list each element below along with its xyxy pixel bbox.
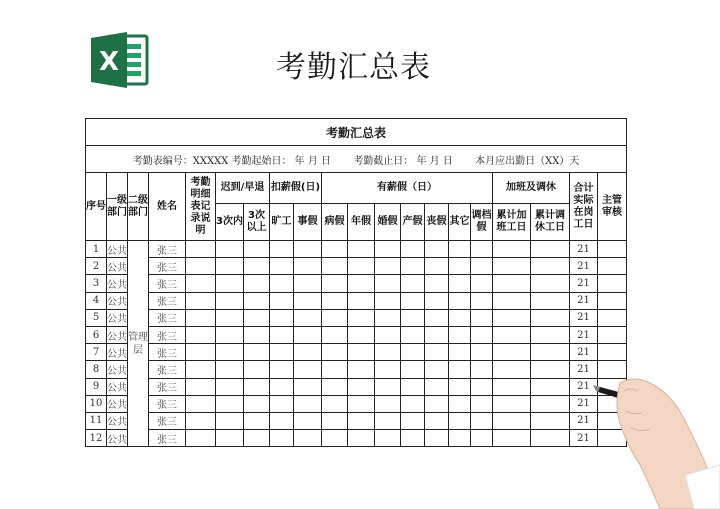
cell-empty[interactable] [425,412,449,429]
cell-seq[interactable]: 9 [86,378,107,395]
cell-empty[interactable] [270,361,294,378]
cell-empty[interactable] [449,344,471,361]
cell-empty[interactable] [322,378,348,395]
cell-seq[interactable]: 1 [86,241,107,258]
cell-empty[interactable] [294,326,322,343]
hand-pen-icon [590,365,720,509]
header-ot-total: 累计加班工日 [493,204,531,241]
cell-empty[interactable] [244,361,270,378]
cell-empty[interactable] [322,326,348,343]
cell-empty[interactable] [493,430,531,447]
cell-empty[interactable] [270,430,294,447]
cell-empty[interactable] [493,309,531,326]
cell-empty[interactable] [401,412,425,429]
cell-empty[interactable] [322,292,348,309]
cell-empty[interactable] [531,344,570,361]
cell-approve[interactable] [598,309,627,326]
page-title: 考勤汇总表 [276,50,431,85]
cell-empty[interactable] [471,378,493,395]
cell-empty[interactable] [401,395,425,412]
cell-name[interactable]: 张三 [149,361,186,378]
header-detail: 考勤明细表记录说明 [186,173,216,241]
cell-empty[interactable] [425,326,449,343]
cell-empty[interactable] [449,258,471,275]
table-row [86,430,627,447]
cell-actual-days[interactable]: 21 [570,241,598,258]
cell-dept1[interactable]: 公共 [107,412,128,429]
cell-empty[interactable] [244,292,270,309]
cell-empty[interactable] [471,275,493,292]
cell-empty[interactable] [294,378,322,395]
cell-empty[interactable] [270,275,294,292]
cell-dept2-merged[interactable]: 管理层 [128,241,149,447]
cell-empty[interactable] [294,361,322,378]
table-row [86,326,627,343]
cell-empty[interactable] [493,258,531,275]
header-ot-group: 加班及调休 [493,173,570,204]
cell-actual-days[interactable]: 21 [570,275,598,292]
cell-empty[interactable] [270,378,294,395]
header-paid-group: 有薪假（日） [322,173,493,204]
header-personal: 事假 [294,204,322,241]
cell-empty[interactable] [449,361,471,378]
cell-empty[interactable] [375,430,401,447]
table-row [86,361,627,378]
cell-seq[interactable]: 11 [86,412,107,429]
cell-empty[interactable] [186,412,216,429]
cell-empty[interactable] [216,326,244,343]
cell-actual-days[interactable]: 21 [570,326,598,343]
cell-empty[interactable] [244,378,270,395]
cell-empty[interactable] [244,309,270,326]
cell-empty[interactable] [244,241,270,258]
cell-empty[interactable] [270,292,294,309]
cell-empty[interactable] [493,395,531,412]
attendance-table [85,118,627,447]
header-transfer: 调档假 [471,204,493,241]
cell-name[interactable]: 张三 [149,326,186,343]
cell-empty[interactable] [375,275,401,292]
cell-empty[interactable] [493,378,531,395]
cell-empty[interactable] [348,309,375,326]
cell-dept1[interactable]: 公共 [107,292,128,309]
header-level2: 二级部门 [128,173,149,241]
cell-name[interactable]: 张三 [149,430,186,447]
header-other: 其它 [449,204,471,241]
cell-empty[interactable] [493,241,531,258]
cell-empty[interactable] [322,361,348,378]
cell-empty[interactable] [493,292,531,309]
cell-empty[interactable] [186,309,216,326]
info-days: 本月应出勤日（XX）天 [475,155,580,167]
cell-seq[interactable]: 7 [86,344,107,361]
cell-empty[interactable] [270,412,294,429]
cell-empty[interactable] [216,292,244,309]
header-deduct-group: 扣薪假(日) [270,173,322,204]
cell-empty[interactable] [425,258,449,275]
cell-empty[interactable] [531,275,570,292]
cell-empty[interactable] [425,275,449,292]
cell-name[interactable]: 张三 [149,395,186,412]
sheet-title: 考勤汇总表 [86,119,627,146]
cell-empty[interactable] [186,275,216,292]
cell-dept1[interactable]: 公共 [107,378,128,395]
cell-empty[interactable] [375,309,401,326]
cell-empty[interactable] [471,241,493,258]
cell-empty[interactable] [186,292,216,309]
cell-name[interactable]: 张三 [149,412,186,429]
cell-empty[interactable] [375,292,401,309]
cell-empty[interactable] [348,344,375,361]
cell-empty[interactable] [348,430,375,447]
cell-empty[interactable] [348,378,375,395]
sheet-info [86,146,627,173]
cell-seq[interactable]: 8 [86,361,107,378]
cell-empty[interactable] [425,309,449,326]
cell-empty[interactable] [493,344,531,361]
cell-empty[interactable] [244,344,270,361]
cell-actual-days[interactable]: 21 [570,378,598,395]
header-name: 姓名 [149,173,186,241]
cell-dept1[interactable]: 公共 [107,344,128,361]
cell-name[interactable]: 张三 [149,292,186,309]
header-maternity: 产假 [401,204,425,241]
cell-empty[interactable] [322,395,348,412]
cell-empty[interactable] [531,326,570,343]
cell-empty[interactable] [186,378,216,395]
cell-empty[interactable] [216,430,244,447]
cell-empty[interactable] [270,309,294,326]
cell-actual-days[interactable]: 21 [570,361,598,378]
cell-empty[interactable] [294,258,322,275]
cell-empty[interactable] [449,292,471,309]
cell-empty[interactable] [493,326,531,343]
cell-dept1[interactable]: 公共 [107,326,128,343]
cell-empty[interactable] [375,241,401,258]
cell-empty[interactable] [471,412,493,429]
cell-empty[interactable] [471,344,493,361]
cell-empty[interactable] [401,292,425,309]
cell-empty[interactable] [294,430,322,447]
cell-empty[interactable] [375,344,401,361]
cell-empty[interactable] [348,412,375,429]
cell-empty[interactable] [270,326,294,343]
cell-empty[interactable] [294,344,322,361]
cell-dept1[interactable]: 公共 [107,275,128,292]
cell-empty[interactable] [270,395,294,412]
cell-dept1[interactable]: 公共 [107,395,128,412]
cell-empty[interactable] [216,275,244,292]
cell-empty[interactable] [401,258,425,275]
cell-empty[interactable] [531,309,570,326]
cell-empty[interactable] [401,378,425,395]
header-late-3plus: 3次以上 [244,204,270,241]
cell-empty[interactable] [471,395,493,412]
cell-dept1[interactable]: 公共 [107,309,128,326]
cell-empty[interactable] [294,309,322,326]
header-level1: 一级部门 [107,173,128,241]
cell-empty[interactable] [449,241,471,258]
table-row [86,258,627,275]
cell-empty[interactable] [322,258,348,275]
cell-name[interactable]: 张三 [149,378,186,395]
cell-empty[interactable] [401,430,425,447]
header-late-3: 3次内 [216,204,244,241]
cell-empty[interactable] [493,412,531,429]
cell-empty[interactable] [348,326,375,343]
cell-empty[interactable] [531,241,570,258]
cell-empty[interactable] [401,241,425,258]
table-row [86,275,627,292]
cell-empty[interactable] [322,309,348,326]
cell-empty[interactable] [531,430,570,447]
info-number: 考勤表编号：XXXXX [132,155,229,167]
cell-empty[interactable] [216,361,244,378]
header-absent: 旷工 [270,204,294,241]
cell-empty[interactable] [493,275,531,292]
cell-approve[interactable] [598,258,627,275]
cell-empty[interactable] [270,344,294,361]
cell-approve[interactable] [598,241,627,258]
cell-empty[interactable] [186,430,216,447]
header-actual: 合计实际在岗工日 [570,173,598,241]
cell-empty[interactable] [244,275,270,292]
cell-approve[interactable] [598,292,627,309]
cell-empty[interactable] [449,309,471,326]
cell-empty[interactable] [294,412,322,429]
cell-empty[interactable] [531,378,570,395]
logo-letter: X [98,47,120,77]
cell-empty[interactable] [425,395,449,412]
cell-empty[interactable] [186,241,216,258]
cell-empty[interactable] [244,412,270,429]
cell-empty[interactable] [401,344,425,361]
header-late-group: 迟到/早退 [216,173,270,204]
cell-empty[interactable] [375,395,401,412]
cell-seq[interactable]: 2 [86,258,107,275]
cell-empty[interactable] [216,412,244,429]
header-sick: 病假 [322,204,348,241]
excel-logo-icon [89,30,151,90]
table-row [86,395,627,412]
cell-empty[interactable] [471,292,493,309]
cell-empty[interactable] [322,344,348,361]
cell-empty[interactable] [348,361,375,378]
cell-empty[interactable] [244,395,270,412]
cell-empty[interactable] [216,395,244,412]
cell-empty[interactable] [216,258,244,275]
cell-seq[interactable]: 3 [86,275,107,292]
cell-empty[interactable] [322,430,348,447]
cell-seq[interactable]: 5 [86,309,107,326]
cell-empty[interactable] [322,241,348,258]
cell-empty[interactable] [401,326,425,343]
info-start: 考勤起始日： 年 月 日 [231,155,332,167]
table-row [86,292,627,309]
cell-empty[interactable] [531,395,570,412]
cell-dept1[interactable]: 公共 [107,361,128,378]
cell-name[interactable]: 张三 [149,309,186,326]
cell-empty[interactable] [294,292,322,309]
cell-approve[interactable] [598,344,627,361]
cell-empty[interactable] [401,361,425,378]
cell-name[interactable]: 张三 [149,344,186,361]
cell-empty[interactable] [471,361,493,378]
cell-actual-days[interactable]: 21 [570,258,598,275]
table-body [86,241,627,447]
cell-empty[interactable] [186,395,216,412]
cell-empty[interactable] [216,309,244,326]
cell-empty[interactable] [348,258,375,275]
cell-empty[interactable] [531,292,570,309]
table-row [86,344,627,361]
cell-empty[interactable] [186,258,216,275]
cell-empty[interactable] [531,361,570,378]
cell-seq[interactable]: 10 [86,395,107,412]
cell-empty[interactable] [471,258,493,275]
cell-actual-days[interactable]: 21 [570,430,598,447]
cell-empty[interactable] [270,258,294,275]
cell-empty[interactable] [348,275,375,292]
cell-empty[interactable] [531,412,570,429]
cell-empty[interactable] [425,361,449,378]
cell-empty[interactable] [348,241,375,258]
cell-actual-days[interactable]: 21 [570,344,598,361]
cell-empty[interactable] [425,344,449,361]
cell-empty[interactable] [449,275,471,292]
cell-empty[interactable] [425,292,449,309]
cell-empty[interactable] [425,241,449,258]
cell-empty[interactable] [270,241,294,258]
cell-seq[interactable]: 12 [86,430,107,447]
cell-approve[interactable] [598,326,627,343]
header-annual: 年假 [348,204,375,241]
cell-empty[interactable] [449,326,471,343]
table-row [86,309,627,326]
cell-empty[interactable] [244,430,270,447]
cell-actual-days[interactable]: 21 [570,309,598,326]
header-rest-total: 累计调休工日 [531,204,570,241]
attendance-sheet [85,118,627,447]
cell-dept1[interactable]: 公共 [107,241,128,258]
cell-empty[interactable] [449,378,471,395]
cell-empty[interactable] [244,326,270,343]
cell-empty[interactable] [244,258,270,275]
cell-empty[interactable] [449,430,471,447]
cell-name[interactable]: 张三 [149,241,186,258]
header-marriage: 婚假 [375,204,401,241]
cell-empty[interactable] [216,378,244,395]
cell-empty[interactable] [471,309,493,326]
cell-dept1[interactable]: 公共 [107,430,128,447]
header-approve: 主管审核 [598,173,627,241]
header-funeral: 丧假 [425,204,449,241]
table-row [86,412,627,429]
cell-seq[interactable]: 6 [86,326,107,343]
cell-name[interactable]: 张三 [149,258,186,275]
cell-empty[interactable] [294,395,322,412]
cell-actual-days[interactable]: 21 [570,292,598,309]
cell-empty[interactable] [531,258,570,275]
cell-empty[interactable] [186,326,216,343]
cell-empty[interactable] [425,430,449,447]
cell-empty[interactable] [186,361,216,378]
cell-empty[interactable] [294,275,322,292]
cell-empty[interactable] [375,378,401,395]
cell-empty[interactable] [294,241,322,258]
cell-empty[interactable] [471,326,493,343]
cell-empty[interactable] [216,241,244,258]
cell-empty[interactable] [348,395,375,412]
info-end: 考勤截止日： 年 月 日 [353,155,453,167]
cell-empty[interactable] [348,292,375,309]
cell-seq[interactable]: 4 [86,292,107,309]
cell-empty[interactable] [493,361,531,378]
cell-empty[interactable] [471,430,493,447]
cell-empty[interactable] [322,275,348,292]
cell-actual-days[interactable]: 21 [570,395,598,412]
cell-empty[interactable] [375,258,401,275]
table-row [86,378,627,395]
cell-empty[interactable] [375,326,401,343]
cell-actual-days[interactable]: 21 [570,412,598,429]
cell-empty[interactable] [375,412,401,429]
cell-empty[interactable] [449,412,471,429]
cell-empty[interactable] [401,309,425,326]
table-row [86,241,627,258]
cell-empty[interactable] [375,361,401,378]
cell-empty[interactable] [322,412,348,429]
cell-empty[interactable] [449,395,471,412]
cell-empty[interactable] [216,344,244,361]
cell-empty[interactable] [425,378,449,395]
cell-empty[interactable] [186,344,216,361]
cell-empty[interactable] [401,275,425,292]
cell-name[interactable]: 张三 [149,275,186,292]
cell-approve[interactable] [598,275,627,292]
cell-dept1[interactable]: 公共 [107,258,128,275]
header-seq: 序号 [86,173,107,241]
